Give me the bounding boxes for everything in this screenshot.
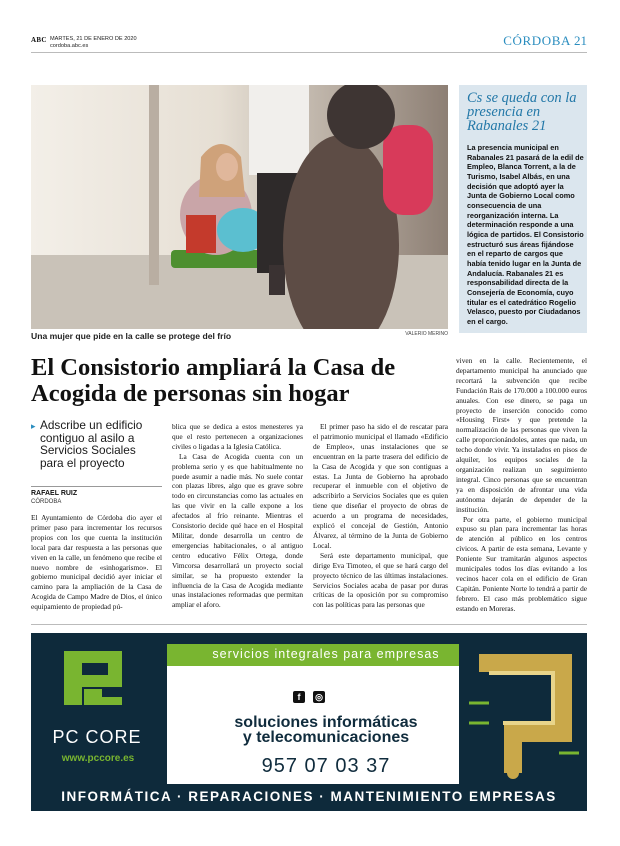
paragraph: El Ayuntamiento de Córdoba dio ayer el primer paso para incrementar los recursos propios con los que cuenta la institución local para dar respuesta a las personas que viven en la calle, un fenómeno que recibe el nuevo nombre de «sinhogarismo». El gobierno municipal decidió ayer iniciar el camino para la ampliación de la Casa de Acogida de Campo Madre de Dios, el único equipamiento de propiedad pú-: [31, 513, 162, 612]
ad-solutions: [167, 715, 485, 745]
ad-solutions-line1: soluciones informáticas: [234, 714, 418, 731]
ad-footer: INFORMÁTICA · REPARACIONES · MANTENIMIENTO EMPRESAS: [61, 789, 557, 804]
advertisement[interactable]: [31, 633, 587, 811]
divider: [31, 486, 162, 487]
paragraph: viven en la calle. Recientemente, el departamento municipal ha anunciado que recortará la subvención que recibe Fundación Rais de 170.000 a 100.000 euros anuales. Con ese dinero, se paga un proyecto de inserción conocido como «Housing First» y que pretende la normalización de las personas que viven la calle proporcionándoles, antes que nada, un techo donde vivir. Ya instalados en pisos de alquiler, los equipos sociales de la organización realizan un seguimiento integral. Cinco personas que se encuentran ya en disposición de afrontar una vida autónoma dejarán de depender de la institución.: [456, 356, 587, 514]
paragraph: El primer paso ha sido el de rescatar para el patrimonio municipal el llamado «Edificio de Empleo», unas instalaciones que se encuentran en la parte trasera del edificio de la Casa de Acogida y que son contiguas a estas. La Junta de Gobierno ha aprobado recuperar el inmueble con el objetivo de adscribirlo a Servicios Sociales que es quien tiene que diseñar el proyecto de obras de acuerdo a un programa de necesidades, explicó el concejal de Gestión, Antonio Álvarez, al término de la Junta de Gobierno Local.: [313, 422, 448, 550]
article-column-1: [31, 513, 162, 612]
ad-solutions-line2: y telecomunicaciones: [242, 729, 410, 746]
ad-brand-name: PC CORE: [52, 727, 142, 747]
article-headline: El Consistorio ampliará la Casa de Acogida de personas sin hogar: [31, 354, 396, 407]
newspaper-name: ABC: [31, 36, 47, 44]
sidebar-body: La presencia municipal en Rabanales 21 pasará de la edil de Empleo, Blanca Torrent, a la de Turismo, Isabel Albás, en una decisión que adoptó ayer la Junta de Gobierno Local como consecuencia de una reorganización interna. La determinación responde a una lógica de partidos. El Consistorio estructuró sus áreas fijándose en el reparto de cargos que había tenido lugar en la Junta de Andalucía. Rabanales 21 es responsabilidad directa de la Consejería de Economía, cuyo titular es el catedrático Rogelio Velasco, puesto por Ciudadanos en el cargo.: [467, 143, 584, 326]
subhead-text: Adscribe un edificio contiguo al asilo a Servicios Sociales para el proyecto: [40, 418, 143, 471]
paragraph: Por otra parte, el gobierno municipal expuso su plan para incrementar las horas de atención al público en los centros cívicos. A partir de esta semana, Levante y Poniente Sur tramitarán algunos aspectos municipales todos los días evitando a los vecinos hacer cola en el edificio de Gran Capitán. Poniente Norte lo tendrá a partir de febrero. El caso más problemático sigue estando en Moreras.: [456, 514, 587, 613]
ad-url[interactable]: www.pccore.es: [61, 753, 135, 764]
paragraph: La Casa de Acogida cuenta con un problema serio y es que habitualmente no puede asumir a nadie más. No suele contar con plazas libres, algo que es grave sobre todo en circunstancias como las actuales en las que vivir en la calle expone a los afectados al frío reinante. Mientras el Consistorio decide qué hace en el Hospital Militar, donde desarrolla un centro de emergencias habitacionales, o al antiguo centro educativo Félix Ortega, donde Vimcorsa desarrollará un proyecto social similar, se ha propuesto extender la influencia de la Casa de Acogida mediante unas instalaciones reformadas que permitan ampliar el aforo.: [172, 451, 303, 610]
news-photo: [31, 85, 448, 329]
paragraph: Será este departamento municipal, que dirige Eva Timoteo, el que se hará cargo del proyecto técnico de las últimas instalaciones. Servicios Sociales acaba de pasar por duras críticas de la oposición por su compromiso con las políticas para las personas que: [313, 550, 448, 610]
page-number: 21: [574, 33, 587, 48]
page-header: [31, 33, 587, 53]
divider: [31, 624, 587, 625]
article-column-3: [313, 422, 448, 610]
author-location: CÓRDOBA: [31, 499, 62, 505]
ad-phone[interactable]: 957 07 03 37: [261, 755, 391, 777]
sidebar-box: [459, 85, 587, 333]
photo-credit: VALERIO MERINO: [405, 331, 448, 337]
ad-band-text: servicios integrales para empresas: [212, 647, 440, 661]
circuit-graphic-icon: [459, 643, 583, 789]
header-date-block: [50, 36, 137, 50]
article-column-4: [456, 356, 587, 614]
sidebar-title: Cs se queda con la presencia en Rabanales 21: [467, 90, 577, 134]
triangle-bullet-icon: ▸: [31, 421, 36, 431]
facebook-icon[interactable]: f: [293, 691, 305, 703]
paragraph: blica que se dedica a estos menesteres ya que el resto pertenecen a organizaciones civiles o ligadas a la Iglesia Católica.: [172, 422, 303, 451]
issue-date: MARTES, 21 DE ENERO DE 2020: [50, 36, 137, 42]
ad-social-icons: [293, 687, 333, 701]
site-url[interactable]: cordoba.abc.es: [50, 43, 89, 49]
section-name: CÓRDOBA: [503, 33, 571, 48]
author-name: RAFAEL RUIZ: [31, 490, 78, 497]
ad-green-band: [167, 644, 485, 666]
photo-caption: Una mujer que pide en la calle se protege del frío: [31, 331, 232, 341]
pc-core-logo-icon: [62, 649, 126, 707]
photo-illustration: [31, 85, 448, 329]
article-column-2: [172, 422, 303, 610]
instagram-icon[interactable]: ◎: [313, 691, 325, 703]
